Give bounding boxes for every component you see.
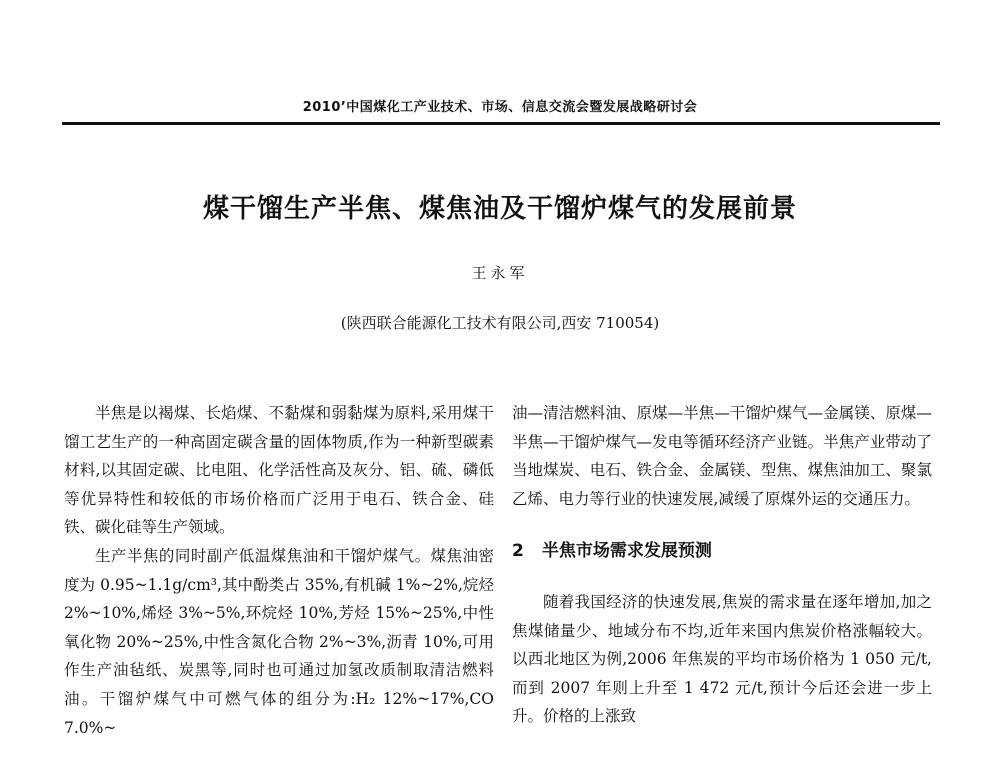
conference-header: 2010’中国煤化工产业技术、市场、信息交流会暨发展战略研讨会 [302, 100, 698, 115]
body-paragraph: 半焦是以褐煤、长焰煤、不黏煤和弱黏煤为原料,采用煤干馏工艺生产的一种高固定碳含量的固体物质,作为一种新型碳素材料,以其固定碳、比电阻、化学活性高及灰分、铝、硫、磷低等优异特性和较低的市场价格而广泛用于电石、铁合金、硅铁、碳化硅等生产领域。 [64, 404, 494, 537]
article-title: 煤干馏生产半焦、煤焦油及干馏炉煤气的发展前景 [202, 194, 797, 224]
author-affiliation: (陕西联合能源化工技术有限公司,西安 710054) [340, 314, 660, 332]
body-paragraph-continued: 油—清洁燃料油、原煤—半焦—干馏炉煤气—金属镁、原煤—半焦—干馏炉煤气—发电等循环经济产业链。半焦产业带动了当地煤炭、电石、铁合金、金属镁、型焦、煤焦油加工、聚氯乙烯、电力等行业的快速发展,减缓了原煤外运的交通压力。 [512, 404, 932, 508]
section-title: 半焦市场需求发展预测 [541, 541, 712, 562]
right-column [512, 399, 932, 731]
left-column [64, 399, 494, 742]
body-paragraph: 生产半焦的同时副产低温煤焦油和干馏炉煤气。煤焦油密度为 0.95~1.1g/cm³,其中酚类占 35%,有机碱 1%~2%,烷烃 2%~10%,烯烃 3%~5%,环烷烃 10%,芳烃 15%~25%,中性氧化物 20%~25%,中性含氮化合物 2%~3%,沥青 10%,可用作生产油毡纸、炭黑等,同时也可通过加氢改质制取清洁燃料油。干馏炉煤气中可燃气体的组分为:H₂ 12%~17%,CO 7.0%~ [64, 546, 494, 737]
body-paragraph: 随着我国经济的快速发展,焦炭的需求量在逐年增加,加之焦煤储量少、地域分布不均,近年来国内焦炭价格涨幅较大。以西北地区为例,2006 年焦炭的平均市场价格为 1 050 元/t,而到 2007 年则上升至 1 472 元/t,预计今后还会进一步上升。价格的上涨致 [512, 592, 932, 726]
section-heading [512, 537, 932, 566]
article-author: 王永军 [471, 264, 529, 282]
header-rule [62, 122, 940, 125]
section-number: 2 [512, 541, 524, 562]
